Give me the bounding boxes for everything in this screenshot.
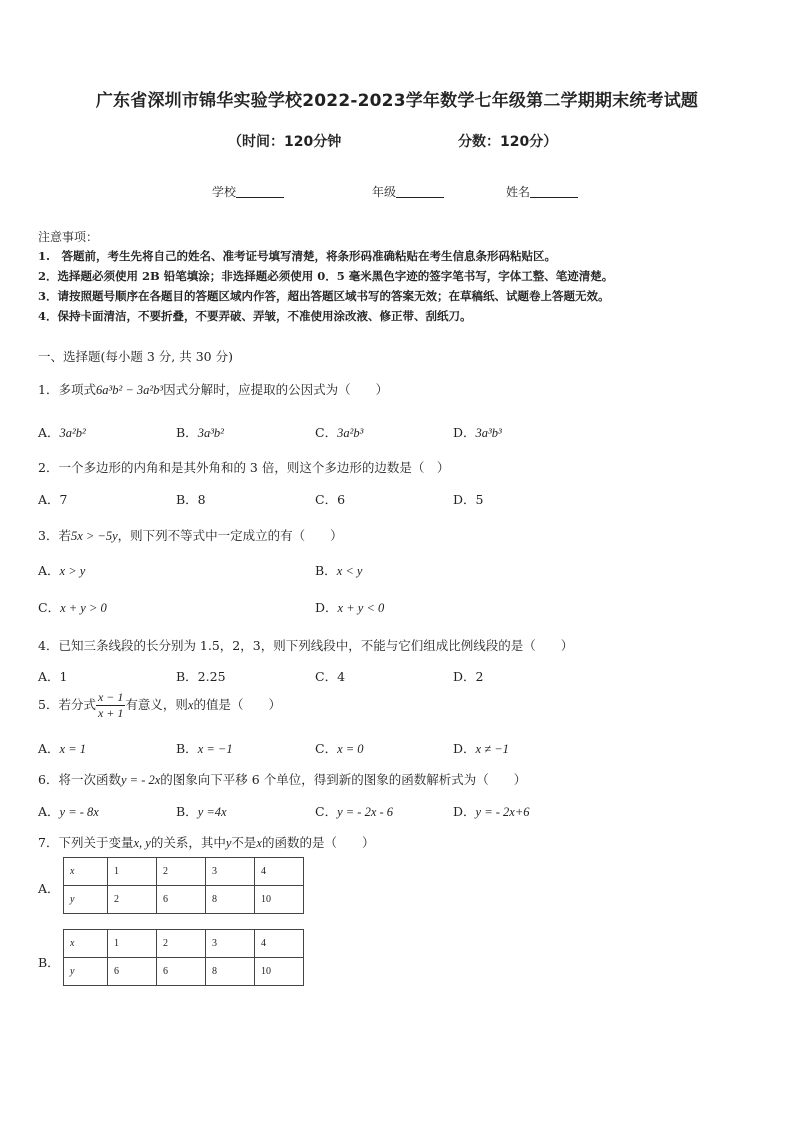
exam-title: 广东省深圳市锦华实验学校2022-2023学年数学七年级第二学期期末统考试题 (95, 91, 699, 111)
q1-option-b[interactable]: B．3a³b² (176, 425, 224, 440)
question-4: 4．已知三条线段的长分别为 1.5，2，3，则下列线段中，不能与它们组成比例线段的是（ ） (38, 638, 574, 653)
q5-fraction: $\frac{x - 1}{x + 1}$ (97, 690, 124, 720)
note-item: 3．请按照题号顺序在各题目的答题区域内作答，超出答题区域书写的答案无效；在草稿纸、试题卷上答题无效。 (38, 289, 610, 303)
note-item: 2．选择题必须使用 2B 铅笔填涂；非选择题必须使用 0．5 毫米黑色字迹的签字笔书写，字体工整、笔迹清楚。 (38, 269, 614, 283)
name-blank (530, 185, 578, 198)
q3-expression: 5x > −5y (70, 529, 118, 543)
exam-time: （时间：120分钟 (228, 134, 342, 150)
q6-option-d[interactable]: D．y = - 2x+6 (453, 804, 530, 819)
q5-option-b[interactable]: B．x = −1 (176, 741, 233, 756)
note-item: 4．保持卡面清洁，不要折叠，不要弄破、弄皱，不准使用涂改液、修正带、刮纸刀。 (38, 309, 472, 323)
school-label: 学校 (212, 185, 237, 199)
q7-option-a[interactable]: A． (38, 881, 60, 896)
q3-option-c[interactable]: C．x + y > 0 (38, 600, 107, 615)
q1-expression: 6a³b² − 3a²b³ (95, 383, 164, 397)
q7-option-b[interactable]: B． (38, 955, 60, 970)
question-6: 6．将一次函数y = - 2x的图象向下平移 6 个单位，得到新的图象的函数解析式为（ ） (38, 772, 527, 787)
school-field (212, 183, 284, 200)
notes-heading: 注意事项： (38, 230, 99, 244)
q5-option-d[interactable]: D．x ≠ −1 (453, 741, 509, 756)
school-blank (236, 185, 284, 198)
grade-field (372, 183, 444, 200)
q1-option-a[interactable]: A．3a²b² (38, 425, 86, 440)
q1-option-d[interactable]: D．3a³b³ (453, 425, 502, 440)
grade-label: 年级 (372, 185, 397, 199)
table-row: y 2 6 8 10 (64, 886, 304, 914)
q7-table-b (63, 929, 304, 986)
table-row: x 1 2 3 4 (64, 858, 304, 886)
q5-option-a[interactable]: A．x = 1 (38, 741, 87, 756)
question-2: 2．一个多边形的内角和是其外角和的 3 倍，则这个多边形的边数是（ ） (38, 460, 450, 475)
question-3: 3．若5x > −5y，则下列不等式中一定成立的有（ ） (38, 528, 343, 543)
q4-option-c[interactable]: C．4 (315, 669, 346, 684)
table-row: y 6 6 8 10 (64, 958, 304, 986)
note-item: 1. 答题前，考生先将自己的姓名、准考证号填写清楚，将条形码准确粘贴在考生信息条形码粘贴区。 (38, 249, 556, 263)
q6-option-a[interactable]: A．y = - 8x (38, 804, 99, 819)
name-label: 姓名 (506, 185, 531, 199)
q5-option-c[interactable]: C．x = 0 (315, 741, 364, 756)
q4-option-d[interactable]: D．2 (453, 669, 484, 684)
question-1 (38, 380, 388, 398)
name-field (506, 183, 578, 200)
q7-table-a (63, 857, 304, 914)
q4-option-a[interactable]: A．1 (38, 669, 68, 684)
q3-option-d[interactable]: D．x + y < 0 (315, 600, 385, 615)
q4-option-b[interactable]: B．2.25 (176, 669, 226, 684)
q1-option-c[interactable]: C．3a²b³ (315, 425, 364, 440)
q6-option-b[interactable]: B．y =4x (176, 804, 227, 819)
grade-blank (396, 185, 444, 198)
question-7: 7．下列关于变量x, y的关系，其中y不是x的函数的是（ ） (38, 835, 375, 850)
q1-suffix: 因式分解时，应提取的公因式为（ ） (163, 382, 389, 397)
q6-option-c[interactable]: C．y = - 2x - 6 (315, 804, 394, 819)
q2-option-a[interactable]: A．7 (38, 492, 68, 507)
table-row: x 1 2 3 4 (64, 930, 304, 958)
q3-option-a[interactable]: A．x > y (38, 563, 86, 578)
section-heading: 一、选择题(每小题 3 分, 共 30 分) (38, 349, 233, 364)
q6-expression: y = - 2x (120, 773, 161, 787)
q2-option-b[interactable]: B．8 (176, 492, 206, 507)
q3-option-b[interactable]: B．x < y (315, 563, 363, 578)
q2-option-d[interactable]: D．5 (453, 492, 484, 507)
q2-option-c[interactable]: C．6 (315, 492, 346, 507)
question-5: 5．若分式 $\frac{x - 1}{x + 1}$ 有意义，则x的值是（ ） (38, 690, 281, 720)
q1-prefix: 1．多项式 (38, 382, 96, 397)
exam-score: 分数：120分） (458, 134, 558, 150)
